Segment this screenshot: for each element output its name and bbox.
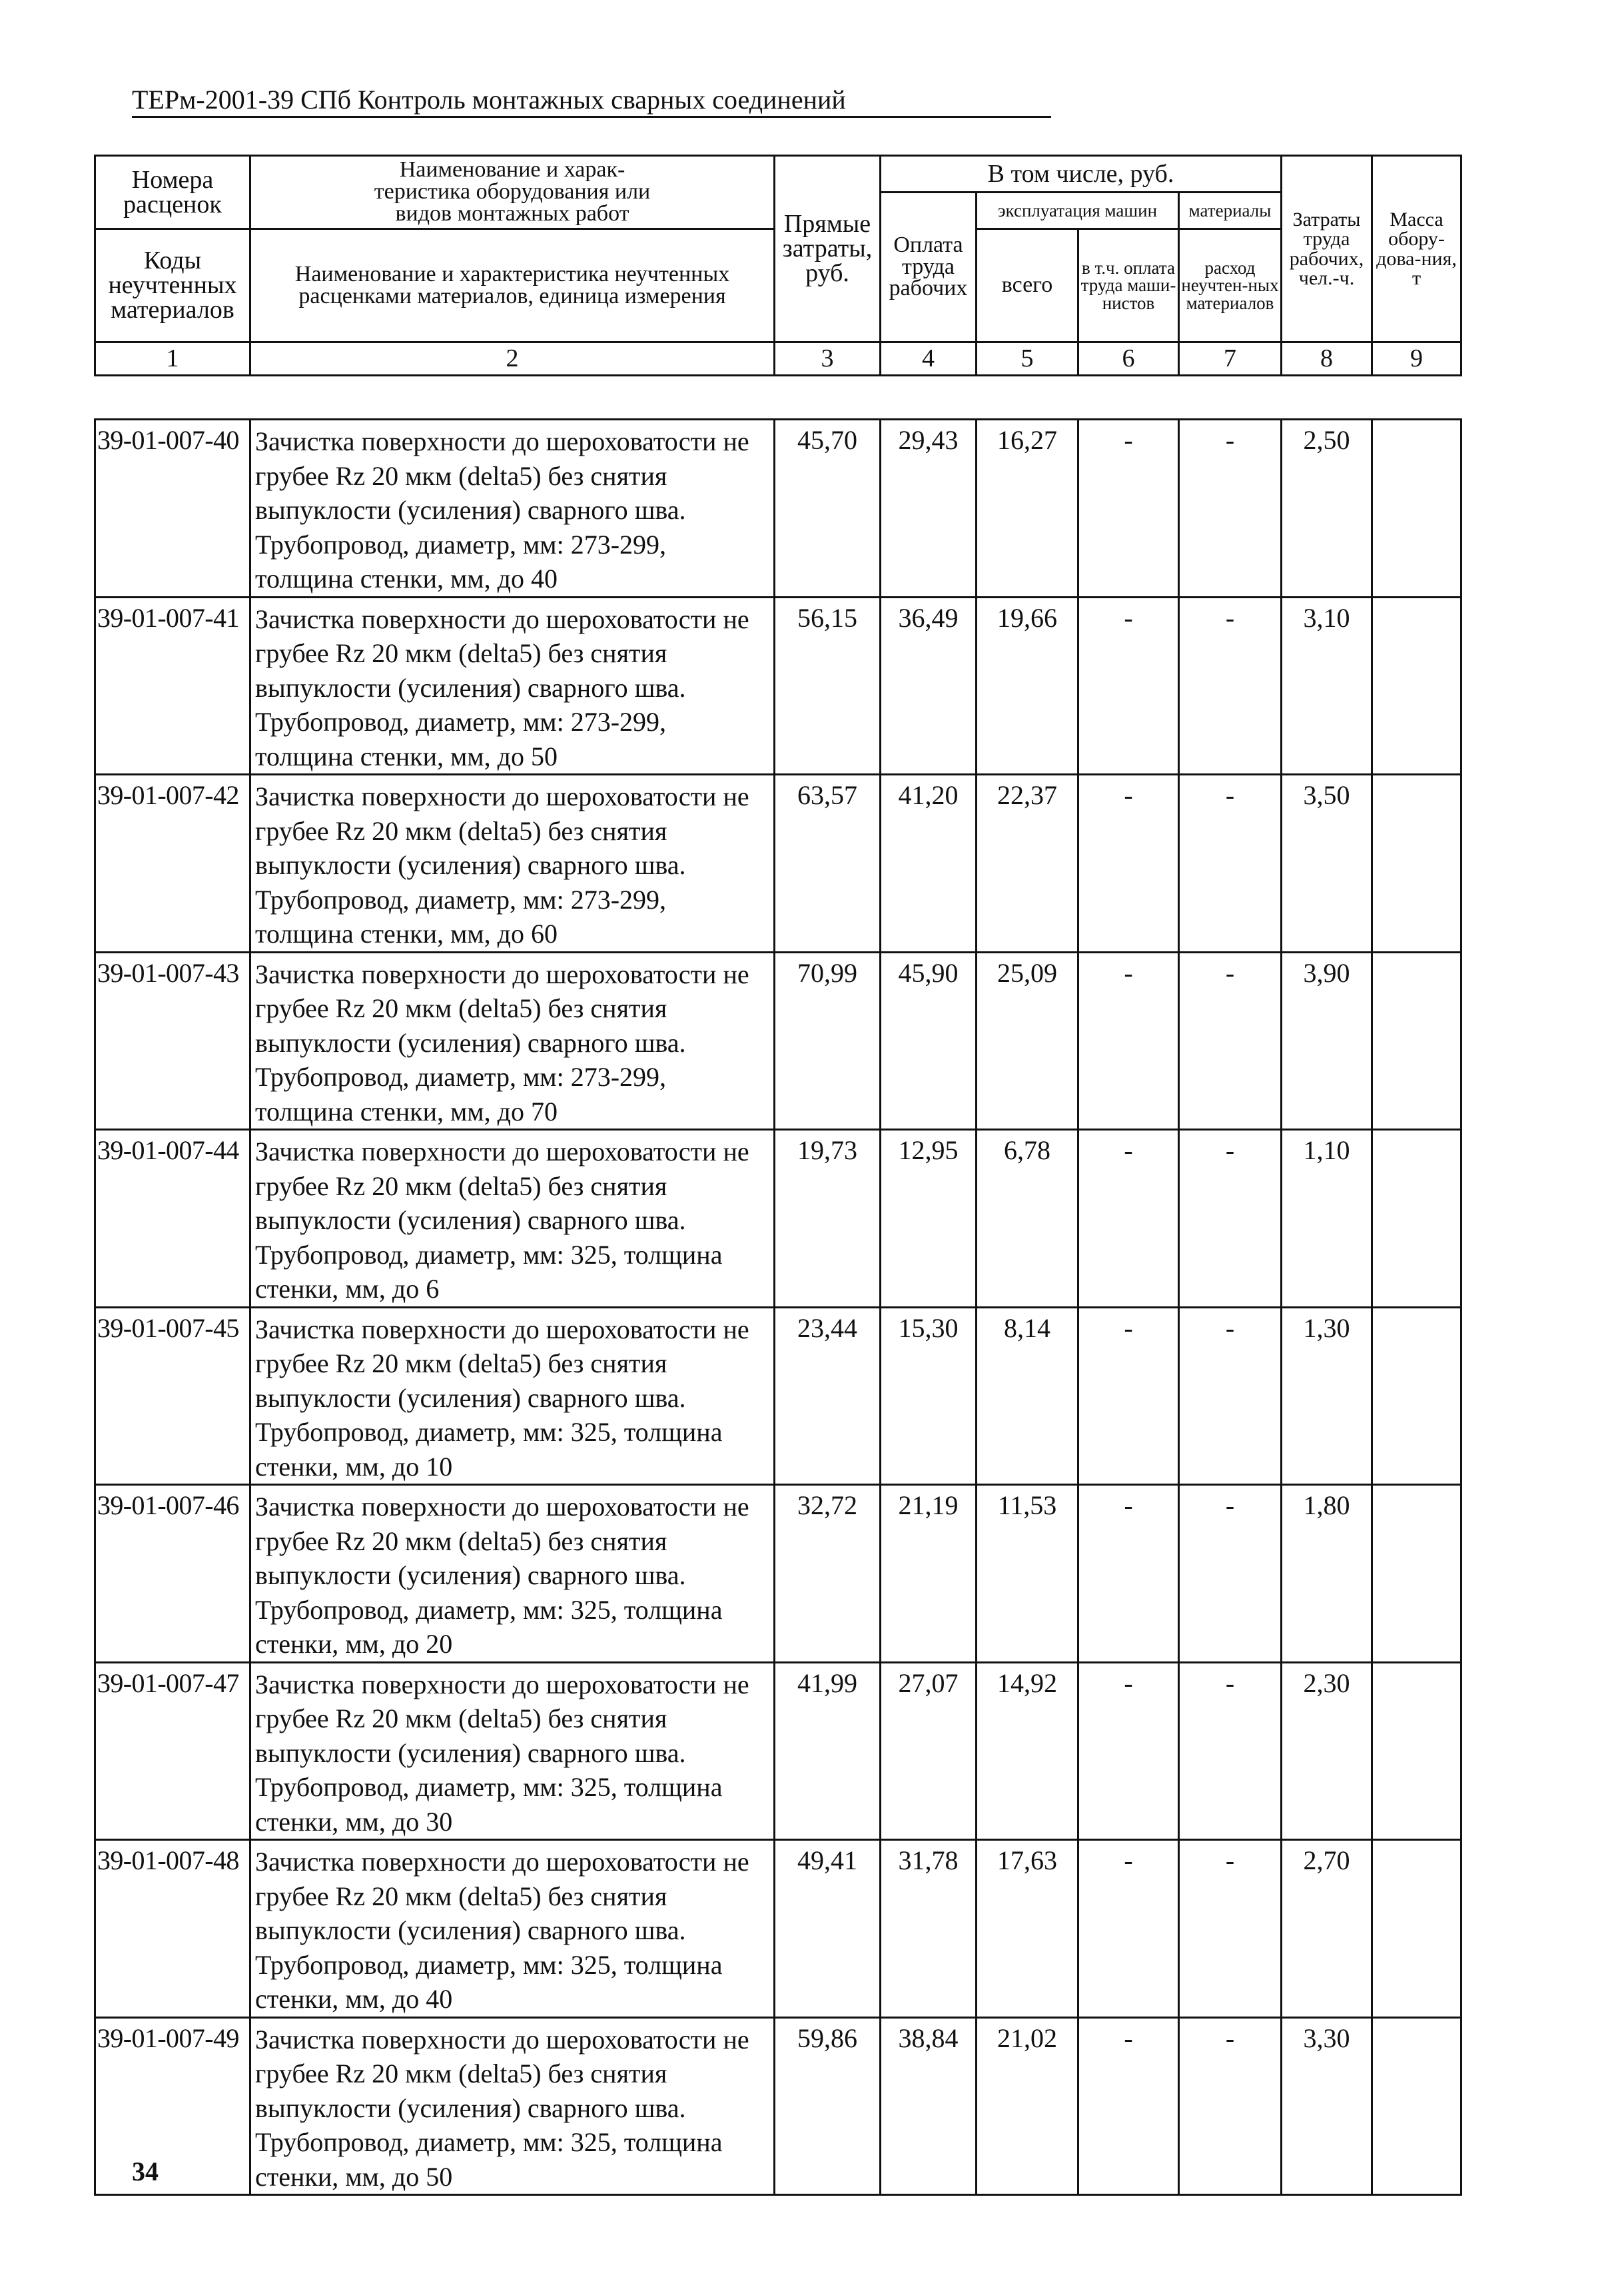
machine-operation-cell: 14,92 (977, 1662, 1078, 1840)
labor-hours-cell: 2,50 (1282, 420, 1372, 598)
mass-cell (1372, 1307, 1461, 1485)
materials-cell: - (1179, 1307, 1282, 1485)
header-equipment-name (250, 156, 775, 229)
labor-pay-cell: 29,43 (881, 420, 977, 598)
description-line: Зачистка поверхности до шероховатости не (255, 1669, 749, 1699)
labor-pay-cell: 31,78 (881, 1840, 977, 2018)
labor-pay-cell: 12,95 (881, 1130, 977, 1308)
description-line: Трубопровод, диаметр, мм: 273-299, (255, 529, 667, 560)
header-codes: Коды неучтенных материалов (95, 229, 250, 342)
description-line: грубее Rz 20 мкм (delta5) без снятия (255, 815, 667, 846)
machinist-pay-cell: - (1078, 1840, 1179, 2018)
machinist-pay-cell: - (1078, 2017, 1179, 2195)
description-line: Зачистка поверхности до шероховатости не (255, 426, 749, 456)
column-number-3: 3 (775, 342, 881, 376)
table-row (95, 1307, 1461, 1485)
work-description-cell (250, 1307, 775, 1485)
rate-code-cell: 39-01-007-45 (95, 1307, 250, 1485)
labor-pay-cell: 38,84 (881, 2017, 977, 2195)
table-row (95, 2017, 1461, 2195)
direct-costs-cell: 63,57 (775, 775, 881, 953)
work-description-cell (250, 1485, 775, 1663)
machinist-pay-cell: - (1078, 1662, 1179, 1840)
materials-cell: - (1179, 1840, 1282, 2018)
labor-hours-cell: 3,50 (1282, 775, 1372, 953)
table-row (95, 952, 1461, 1130)
machine-operation-cell: 17,63 (977, 1840, 1078, 2018)
rate-code-cell: 39-01-007-48 (95, 1840, 250, 2018)
labor-pay-cell: 21,19 (881, 1485, 977, 1663)
description-line: выпуклости (усиления) сварного шва. (255, 2092, 686, 2123)
description-line: Трубопровод, диаметр, мм: 273-299, (255, 1062, 667, 1092)
machinist-pay-cell: - (1078, 597, 1179, 775)
direct-costs-cell: 45,70 (775, 420, 881, 598)
document-title: ТЕРм-2001-39 СПб Контроль монтажных сварных соединений (132, 85, 846, 115)
work-description-cell (250, 952, 775, 1130)
machine-operation-cell: 21,02 (977, 2017, 1078, 2195)
work-description-cell (250, 597, 775, 775)
column-number-5: 5 (977, 342, 1078, 376)
description-line: Трубопровод, диаметр, мм: 273-299, (255, 884, 667, 915)
description-line: стенки, мм, до 10 (255, 1451, 453, 1482)
labor-hours-cell: 1,30 (1282, 1307, 1372, 1485)
table-row (95, 775, 1461, 953)
description-line: Зачистка поверхности до шероховатости не (255, 959, 749, 989)
materials-cell: - (1179, 2017, 1282, 2195)
description-line: стенки, мм, до 40 (255, 1984, 453, 2014)
mass-cell (1372, 1130, 1461, 1308)
rate-code-cell: 39-01-007-46 (95, 1485, 250, 1663)
column-number-6: 6 (1078, 342, 1179, 376)
materials-cell: - (1179, 1130, 1282, 1308)
direct-costs-cell: 56,15 (775, 597, 881, 775)
table-row (95, 1840, 1461, 2018)
rate-code-cell: 39-01-007-43 (95, 952, 250, 1130)
materials-cell: - (1179, 1662, 1282, 1840)
direct-costs-cell: 59,86 (775, 2017, 881, 2195)
description-line: грубее Rz 20 мкм (delta5) без снятия (255, 993, 667, 1023)
description-line: выпуклости (усиления) сварного шва. (255, 495, 686, 525)
machine-operation-cell: 16,27 (977, 420, 1078, 598)
description-line: Трубопровод, диаметр, мм: 325, толщина (255, 1239, 723, 1270)
table-row (95, 597, 1461, 775)
description-line: грубее Rz 20 мкм (delta5) без снятия (255, 1526, 667, 1556)
description-line: стенки, мм, до 20 (255, 1629, 453, 1659)
rate-code-cell: 39-01-007-47 (95, 1662, 250, 1840)
description-line: грубее Rz 20 мкм (delta5) без снятия (255, 2058, 667, 2088)
mass-cell (1372, 1485, 1461, 1663)
labor-hours-cell: 3,10 (1282, 597, 1372, 775)
description-line: выпуклости (усиления) сварного шва. (255, 1382, 686, 1413)
description-line: Зачистка поверхности до шероховатости не (255, 1137, 749, 1166)
rate-code-cell: 39-01-007-41 (95, 597, 250, 775)
direct-costs-cell: 41,99 (775, 1662, 881, 1840)
description-line: Зачистка поверхности до шероховатости не (255, 781, 749, 811)
description-line: грубее Rz 20 мкм (delta5) без снятия (255, 1703, 667, 1733)
description-line: стенки, мм, до 50 (255, 2161, 453, 2192)
header-labor-costs: Затраты труда рабочих, чел.-ч. (1282, 156, 1372, 342)
column-number-4: 4 (881, 342, 977, 376)
materials-cell: - (1179, 952, 1282, 1130)
rate-code-cell: 39-01-007-49 (95, 2017, 250, 2195)
table-row (95, 1485, 1461, 1663)
direct-costs-cell: 19,73 (775, 1130, 881, 1308)
table-row (95, 1130, 1461, 1308)
header-mass: Масса обору-дова-ния, т (1372, 156, 1461, 342)
description-line: Зачистка поверхности до шероховатости не (255, 1492, 749, 1522)
description-line: Трубопровод, диаметр, мм: 325, толщина (255, 2127, 723, 2157)
description-line: выпуклости (усиления) сварного шва. (255, 1560, 686, 1590)
description-line: толщина стенки, мм, до 60 (255, 919, 558, 949)
description-line: толщина стенки, мм, до 50 (255, 741, 558, 771)
description-line: Зачистка поверхности до шероховатости не (255, 2024, 749, 2055)
description-line: выпуклости (усиления) сварного шва. (255, 1737, 686, 1768)
machinist-pay-cell: - (1078, 1485, 1179, 1663)
materials-cell: - (1179, 1485, 1282, 1663)
machine-operation-cell: 25,09 (977, 952, 1078, 1130)
description-line: выпуклости (усиления) сварного шва. (255, 672, 686, 703)
header-materials: материалы (1179, 193, 1282, 229)
rate-code-cell: 39-01-007-44 (95, 1130, 250, 1308)
work-description-cell (250, 775, 775, 953)
machinist-pay-cell: - (1078, 1130, 1179, 1308)
materials-cell: - (1179, 775, 1282, 953)
description-line: Трубопровод, диаметр, мм: 273-299, (255, 707, 667, 737)
header-machine-operation: эксплуатация машин (977, 193, 1179, 229)
header-total: всего (977, 229, 1078, 342)
machine-operation-cell: 19,66 (977, 597, 1078, 775)
mass-cell (1372, 775, 1461, 953)
direct-costs-cell: 32,72 (775, 1485, 881, 1663)
header-name-line2: теристика оборудования или (374, 179, 651, 205)
header-including: В том числе, руб. (881, 156, 1282, 193)
labor-hours-cell: 2,30 (1282, 1662, 1372, 1840)
header-direct-costs: Прямые затраты, руб. (775, 156, 881, 342)
header-name-line1: Наименование и харак- (399, 157, 625, 183)
labor-pay-cell: 41,20 (881, 775, 977, 953)
column-number-2: 2 (250, 342, 775, 376)
description-line: грубее Rz 20 мкм (delta5) без снятия (255, 638, 667, 668)
title-underline (132, 116, 1051, 118)
labor-hours-cell: 3,90 (1282, 952, 1372, 1130)
description-line: выпуклости (усиления) сварного шва. (255, 1915, 686, 1945)
description-line: грубее Rz 20 мкм (delta5) без снятия (255, 1348, 667, 1378)
column-number-7: 7 (1179, 342, 1282, 376)
materials-cell: - (1179, 420, 1282, 598)
description-line: стенки, мм, до 6 (255, 1274, 440, 1304)
header-unaccounted-consumption: расход неучтен-ных материалов (1179, 229, 1282, 342)
rate-code-cell: 39-01-007-40 (95, 420, 250, 598)
labor-pay-cell: 15,30 (881, 1307, 977, 1485)
mass-cell (1372, 420, 1461, 598)
description-line: толщина стенки, мм, до 40 (255, 564, 558, 594)
machinist-pay-cell: - (1078, 952, 1179, 1130)
description-line: выпуклости (усиления) сварного шва. (255, 850, 686, 880)
description-line: Зачистка поверхности до шероховатости не (255, 1847, 749, 1877)
work-description-cell (250, 420, 775, 598)
description-line: Зачистка поверхности до шероховатости не (255, 604, 749, 634)
work-description-cell (250, 1130, 775, 1308)
description-line: грубее Rz 20 мкм (delta5) без снятия (255, 460, 667, 491)
rates-table (94, 418, 1462, 2196)
header-name-line3: видов монтажных работ (395, 201, 629, 226)
header-machinist-pay: в т.ч. оплата труда маши-нистов (1078, 229, 1179, 342)
machinist-pay-cell: - (1078, 1307, 1179, 1485)
table-row (95, 420, 1461, 598)
direct-costs-cell: 23,44 (775, 1307, 881, 1485)
header-unaccounted-name: Наименование и характеристика неучтенных расценками материалов, единица измерения (250, 229, 775, 342)
machine-operation-cell: 11,53 (977, 1485, 1078, 1663)
header-rate-numbers: Номера расценок (95, 156, 250, 229)
direct-costs-cell: 70,99 (775, 952, 881, 1130)
header-labor-pay: Оплата труда рабочих (881, 193, 977, 342)
description-line: Трубопровод, диаметр, мм: 325, толщина (255, 1417, 723, 1447)
column-number-9: 9 (1372, 342, 1461, 376)
column-number-8: 8 (1282, 342, 1372, 376)
labor-hours-cell: 3,30 (1282, 2017, 1372, 2195)
table-row (95, 1662, 1461, 1840)
work-description-cell (250, 1840, 775, 2018)
labor-hours-cell: 1,10 (1282, 1130, 1372, 1308)
page-number: 34 (132, 2156, 159, 2186)
direct-costs-cell: 49,41 (775, 1840, 881, 2018)
labor-hours-cell: 2,70 (1282, 1840, 1372, 2018)
description-line: выпуклости (усиления) сварного шва. (255, 1027, 686, 1058)
machinist-pay-cell: - (1078, 420, 1179, 598)
work-description-cell (250, 2017, 775, 2195)
mass-cell (1372, 597, 1461, 775)
description-line: выпуклости (усиления) сварного шва. (255, 1205, 686, 1235)
header-table (94, 155, 1462, 376)
labor-pay-cell: 27,07 (881, 1662, 977, 1840)
machine-operation-cell: 22,37 (977, 775, 1078, 953)
machine-operation-cell: 8,14 (977, 1307, 1078, 1485)
description-line: стенки, мм, до 30 (255, 1806, 453, 1837)
description-line: грубее Rz 20 мкм (delta5) без снятия (255, 1170, 667, 1201)
description-line: Зачистка поверхности до шероховатости не (255, 1314, 749, 1344)
mass-cell (1372, 952, 1461, 1130)
mass-cell (1372, 1840, 1461, 2018)
machine-operation-cell: 6,78 (977, 1130, 1078, 1308)
rate-code-cell: 39-01-007-42 (95, 775, 250, 953)
description-line: толщина стенки, мм, до 70 (255, 1096, 558, 1127)
labor-pay-cell: 45,90 (881, 952, 977, 1130)
column-number-1: 1 (95, 342, 250, 376)
description-line: Трубопровод, диаметр, мм: 325, толщина (255, 1772, 723, 1802)
labor-hours-cell: 1,80 (1282, 1485, 1372, 1663)
description-line: Трубопровод, диаметр, мм: 325, толщина (255, 1949, 723, 1980)
labor-pay-cell: 36,49 (881, 597, 977, 775)
machinist-pay-cell: - (1078, 775, 1179, 953)
mass-cell (1372, 1662, 1461, 1840)
work-description-cell (250, 1662, 775, 1840)
description-line: грубее Rz 20 мкм (delta5) без снятия (255, 1881, 667, 1911)
mass-cell (1372, 2017, 1461, 2195)
description-line: Трубопровод, диаметр, мм: 325, толщина (255, 1594, 723, 1625)
materials-cell: - (1179, 597, 1282, 775)
